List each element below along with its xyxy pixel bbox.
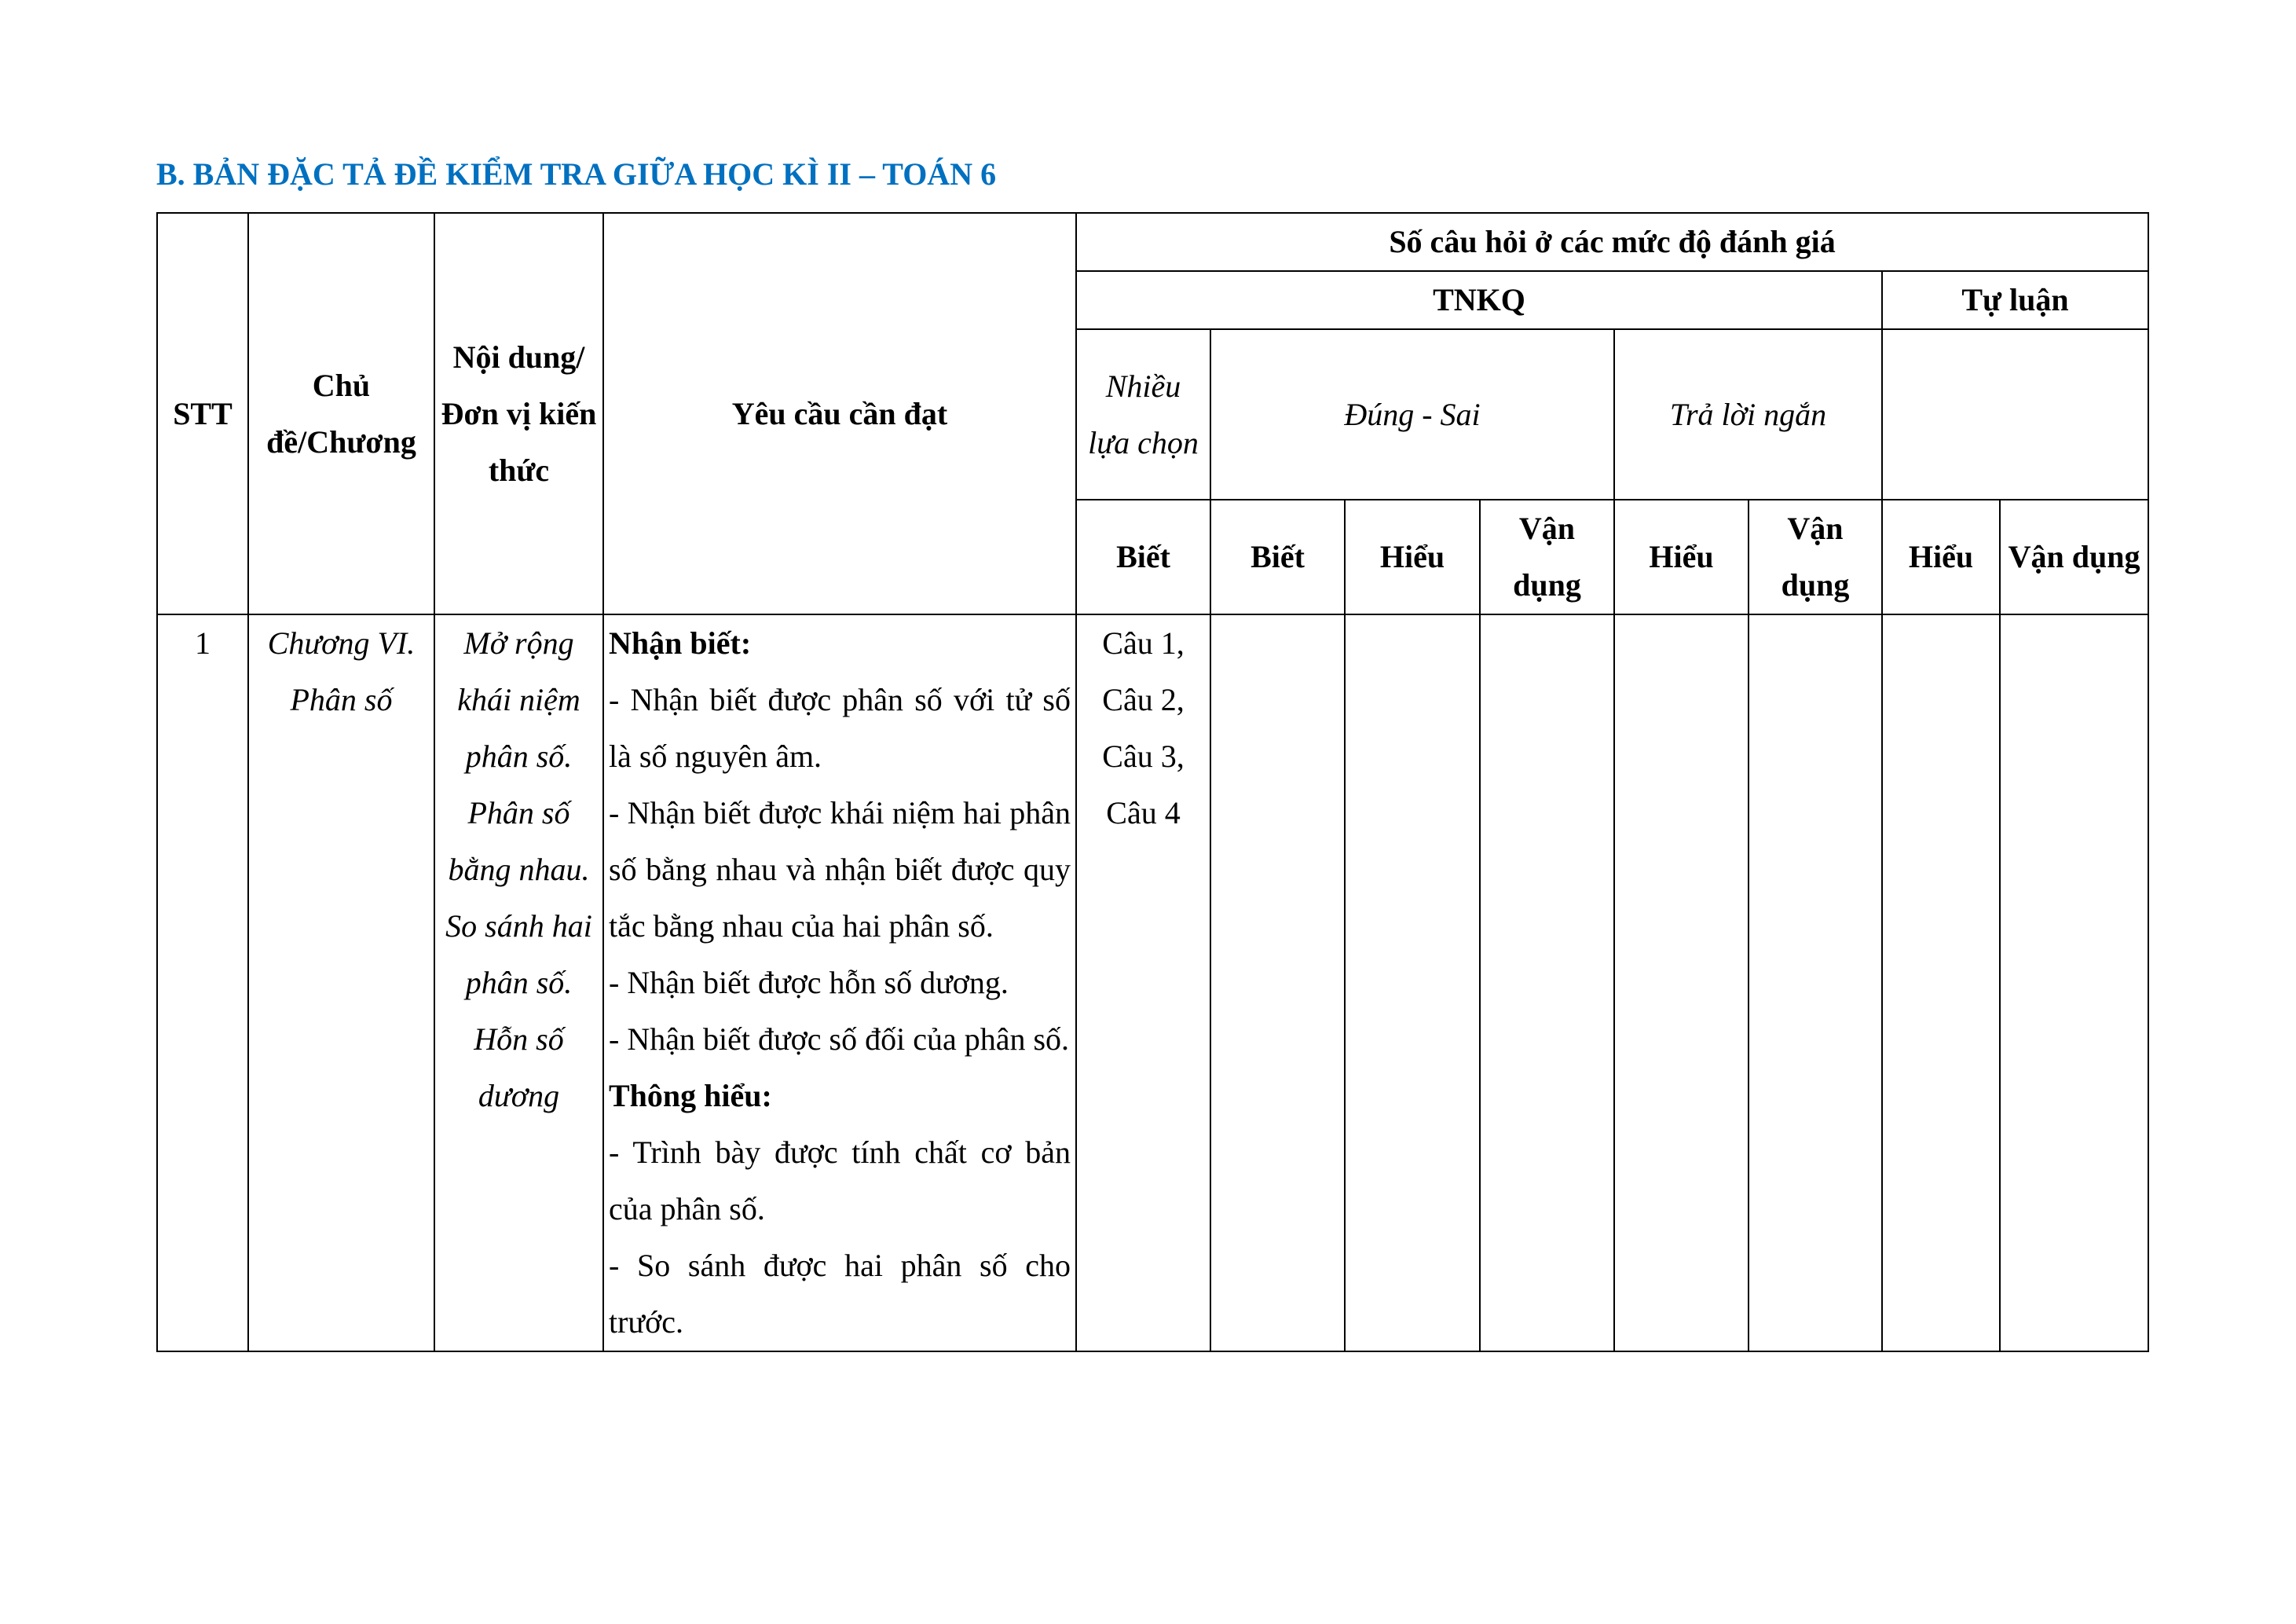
- row-ds-van-dung: [1480, 614, 1614, 1351]
- header-ds-hieu: Hiểu: [1345, 500, 1480, 614]
- header-ds-van-dung: Vận dụng: [1480, 500, 1614, 614]
- row-tln-van-dung: [1749, 614, 1882, 1351]
- header-stt: STT: [157, 213, 248, 614]
- requirement-item: - Trình bày được tính chất cơ bản của phân số.: [609, 1135, 1071, 1226]
- question-ref: Câu 4: [1106, 795, 1181, 830]
- row-nlc-biet: [1076, 614, 1210, 1351]
- row-stt: 1: [157, 614, 248, 1351]
- row-tl-hieu: [1882, 614, 2000, 1351]
- question-ref: Câu 3,: [1102, 739, 1185, 774]
- header-tl-hieu: Hiểu: [1882, 500, 2000, 614]
- row-chapter: Chương VI. Phân số: [248, 614, 434, 1351]
- requirement-item: - Nhận biết được số đối của phân số.: [609, 1021, 1070, 1057]
- requirement-item: - So sánh được hai phân số cho trước.: [609, 1248, 1071, 1340]
- table-row: [157, 614, 2148, 1351]
- requirement-heading-nhan-biet: Nhận biết:: [609, 625, 752, 661]
- header-tu-luan-empty: [1882, 329, 2148, 500]
- row-content: Mở rộng khái niệm phân số. Phân số bằng nhau. So sánh hai phân số. Hỗn số dương: [434, 614, 603, 1351]
- header-tra-loi-ngan: Trả lời ngắn: [1614, 329, 1882, 500]
- row-ds-biet: [1210, 614, 1345, 1351]
- header-requirement: Yêu cầu cần đạt: [603, 213, 1076, 614]
- specification-table: [156, 212, 2149, 1352]
- header-chapter: Chủ đề/Chương: [248, 213, 434, 614]
- requirement-item: - Nhận biết được khái niệm hai phân số bằng nhau và nhận biết được quy tắc bằng nhau của hai phân số.: [609, 795, 1071, 944]
- row-tl-van-dung: [2000, 614, 2148, 1351]
- requirement-item: - Nhận biết được phân số với tử số là số nguyên âm.: [609, 682, 1071, 774]
- row-requirement: [603, 614, 1076, 1351]
- header-levels-group: Số câu hỏi ở các mức độ đánh giá: [1076, 213, 2148, 271]
- header-nhieu-lua-chon: Nhiều lựa chọn: [1076, 329, 1210, 500]
- row-tln-hieu: [1614, 614, 1749, 1351]
- header-nlc-biet: Biết: [1076, 500, 1210, 614]
- question-ref: Câu 1,: [1102, 625, 1185, 661]
- header-tl-van-dung: Vận dụng: [2000, 500, 2148, 614]
- header-ds-biet: Biết: [1210, 500, 1345, 614]
- requirement-heading-thong-hieu: Thông hiểu:: [609, 1078, 772, 1113]
- header-tln-hieu: Hiểu: [1614, 500, 1749, 614]
- question-ref: Câu 2,: [1102, 682, 1185, 717]
- header-tu-luan: Tự luận: [1882, 271, 2148, 329]
- row-ds-hieu: [1345, 614, 1480, 1351]
- header-content: Nội dung/ Đơn vị kiến thức: [434, 213, 603, 614]
- header-dung-sai: Đúng - Sai: [1210, 329, 1614, 500]
- header-tln-van-dung: Vận dụng: [1749, 500, 1882, 614]
- page-title: B. BẢN ĐẶC TẢ ĐỀ KIỂM TRA GIỮA HỌC KÌ II – TOÁN 6: [156, 156, 997, 192]
- header-tnkq: TNKQ: [1076, 271, 1882, 329]
- requirement-item: - Nhận biết được hỗn số dương.: [609, 965, 1009, 1000]
